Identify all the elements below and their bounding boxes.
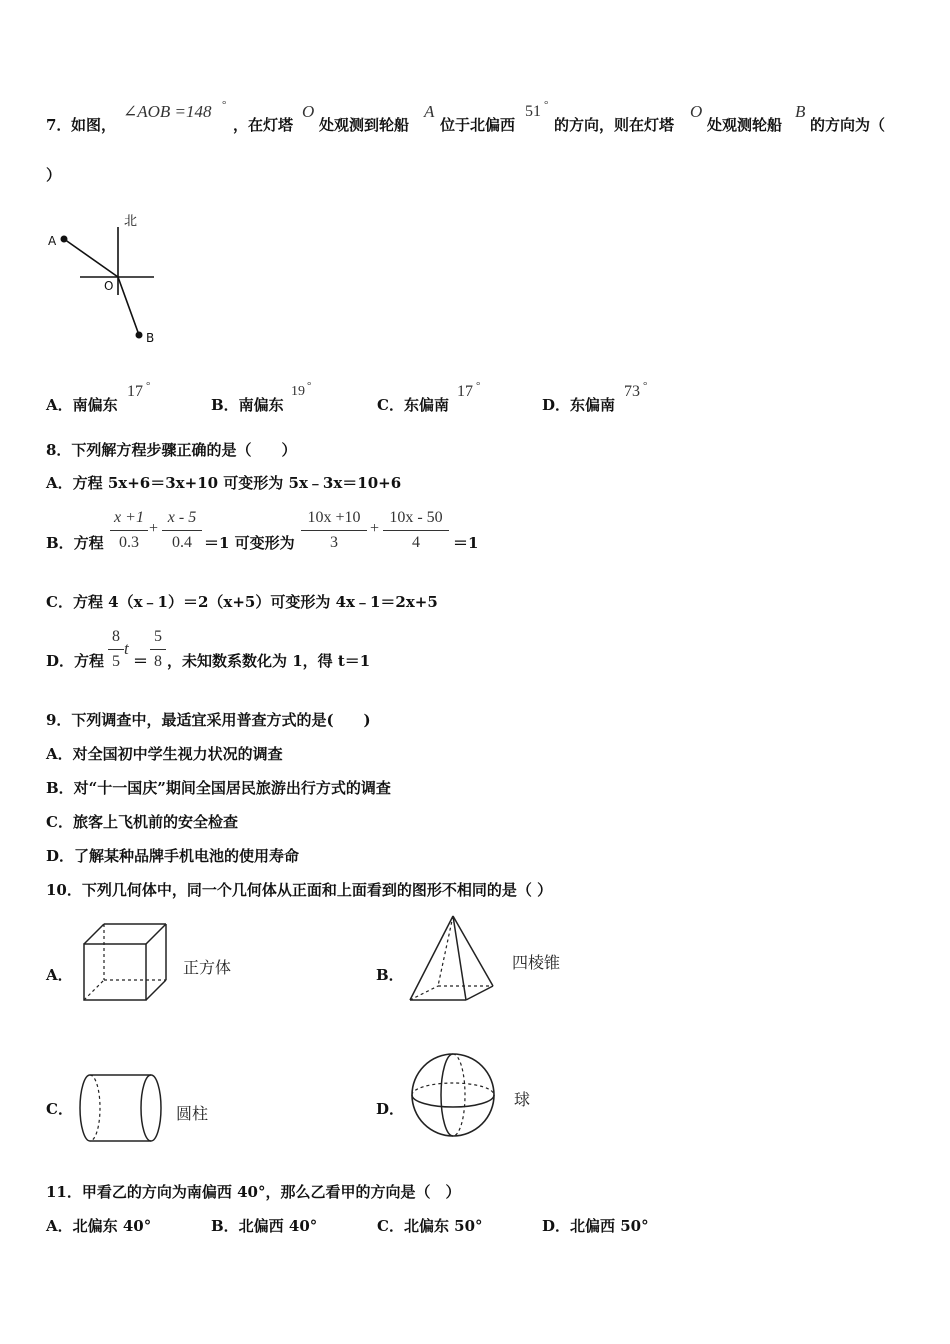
q7-point-b: B bbox=[795, 102, 806, 121]
fraction-denominator: 0.4 bbox=[172, 534, 192, 551]
q7-text-6: 的方向为（ bbox=[810, 116, 886, 134]
q10-stem: 10．下列几何体中，同一个几何体从正面和上面看到的图形不相同的是（ ） bbox=[46, 881, 553, 899]
q9-stem: 9．下列调查中，最适宜采用普查方式的是( ) bbox=[46, 711, 371, 729]
q11-option-b[interactable]: B．北偏西 40° bbox=[211, 1217, 318, 1235]
q7-text-1: ，在灯塔 bbox=[233, 116, 294, 134]
option-label: A． bbox=[46, 966, 73, 984]
q9-option-a[interactable]: A．对全国初中学生视力状况的调查 bbox=[46, 745, 283, 763]
option-label: D．东偏南 bbox=[542, 396, 616, 414]
fraction-denominator: 5 bbox=[112, 653, 120, 670]
q11-option-a[interactable]: A．北偏东 40° bbox=[46, 1217, 152, 1235]
fraction-numerator: 8 bbox=[112, 628, 120, 645]
shape-name: 圆柱 bbox=[176, 1104, 209, 1123]
q7-close-paren: ） bbox=[46, 166, 62, 184]
option-angle: 17 bbox=[457, 383, 473, 400]
plus-sign-2: + bbox=[370, 520, 380, 537]
q7-text-4: 的方向，则在灯塔 bbox=[554, 116, 675, 134]
q7-point-o: O bbox=[302, 102, 315, 121]
option-lead: D．方程 bbox=[46, 652, 105, 670]
degree-sign: ° bbox=[307, 380, 312, 392]
q11-option-c[interactable]: C．北偏东 50° bbox=[377, 1217, 483, 1235]
pyramid-figure bbox=[408, 912, 498, 1004]
point-a-dot bbox=[61, 236, 68, 243]
option-middle: ＝1 可变形为 bbox=[204, 534, 295, 552]
option-label: D． bbox=[376, 1100, 405, 1118]
option-angle: 73 bbox=[624, 383, 640, 400]
option-tail: ＝1 bbox=[453, 534, 479, 552]
q8-stem: 8．下列解方程步骤正确的是（ ） bbox=[46, 441, 297, 459]
fraction-numerator: 10x +10 bbox=[307, 509, 361, 526]
fraction-numerator: 10x - 50 bbox=[389, 509, 443, 526]
q9-option-d[interactable]: D．了解某种品牌手机电池的使用寿命 bbox=[46, 847, 300, 865]
plus-sign: + bbox=[149, 520, 159, 537]
q7-text-2: 处观测到轮船 bbox=[319, 116, 410, 134]
fraction-numerator: x +1 bbox=[114, 509, 144, 526]
fraction-bar bbox=[108, 649, 124, 650]
fraction-denominator: 0.3 bbox=[119, 534, 139, 551]
q9-option-b[interactable]: B．对“十一国庆”期间全国居民旅游出行方式的调查 bbox=[46, 779, 391, 797]
q7-degree-sign-2: ° bbox=[544, 99, 549, 111]
option-label: B．南偏东 bbox=[211, 396, 284, 414]
north-label: 北 bbox=[124, 214, 138, 229]
degree-sign: ° bbox=[146, 380, 151, 392]
q11-option-d[interactable]: D．北偏西 50° bbox=[542, 1217, 649, 1235]
q7-figure bbox=[40, 205, 170, 355]
q7-point-a: A bbox=[424, 102, 435, 121]
cube-figure bbox=[82, 922, 172, 1002]
option-angle: 19 bbox=[291, 384, 305, 399]
q7-angle-51: 51 bbox=[525, 103, 541, 120]
q9-option-c[interactable]: C．旅客上飞机前的安全检查 bbox=[46, 813, 238, 831]
q7-text-5: 处观测轮船 bbox=[707, 116, 783, 134]
degree-sign: ° bbox=[643, 380, 648, 392]
degree-sign: ° bbox=[476, 380, 481, 392]
fraction-5-8 bbox=[150, 628, 166, 671]
sphere-figure bbox=[410, 1052, 498, 1140]
figure-label-b: B bbox=[146, 331, 155, 345]
q7-degree-sign: ° bbox=[222, 99, 227, 111]
fraction-numerator: 5 bbox=[154, 628, 162, 645]
fraction-denominator: 4 bbox=[412, 534, 420, 551]
shape-name: 球 bbox=[514, 1090, 531, 1109]
q8-option-a[interactable]: A．方程 5x+6＝3x+10 可变形为 5x﹣3x＝10+6 bbox=[46, 474, 402, 492]
q11-stem: 11．甲看乙的方向为南偏西 40°，那么乙看甲的方向是（ ） bbox=[46, 1183, 461, 1201]
fraction-8-5 bbox=[108, 628, 124, 671]
fraction-bar bbox=[301, 530, 367, 531]
option-label: C． bbox=[46, 1100, 73, 1118]
equals-sign: ＝ bbox=[133, 652, 149, 670]
fraction-bar bbox=[383, 530, 449, 531]
point-b-dot bbox=[136, 332, 143, 339]
q7-lead: 如图， bbox=[71, 116, 117, 134]
fraction-1 bbox=[110, 509, 148, 552]
ray-ob bbox=[118, 277, 139, 335]
option-label: C．东偏南 bbox=[377, 396, 449, 414]
fraction-3 bbox=[301, 509, 367, 552]
fraction-bar bbox=[110, 530, 148, 531]
shape-name: 四棱锥 bbox=[512, 953, 561, 972]
fraction-bar bbox=[150, 649, 166, 650]
q8-option-c[interactable]: C．方程 4（x﹣1）＝2（x+5）可变形为 4x﹣1＝2x+5 bbox=[46, 593, 438, 611]
ray-oa bbox=[64, 239, 118, 277]
fraction-bar bbox=[162, 530, 202, 531]
option-angle: 17 bbox=[127, 383, 143, 400]
option-label: A．南偏东 bbox=[46, 396, 118, 414]
variable-t: t bbox=[124, 639, 129, 658]
fraction-numerator: x - 5 bbox=[167, 509, 197, 526]
fraction-denominator: 8 bbox=[154, 653, 162, 670]
q7-point-o-2: O bbox=[690, 102, 703, 121]
cylinder-figure bbox=[78, 1072, 168, 1144]
q7-text-3: 位于北偏西 bbox=[440, 116, 516, 134]
figure-label-a: A bbox=[48, 234, 57, 248]
q7-angle-expression: ∠AOB =148 bbox=[123, 102, 212, 121]
shape-name: 正方体 bbox=[183, 958, 232, 977]
option-lead: B．方程 bbox=[46, 534, 104, 552]
fraction-4 bbox=[383, 509, 449, 552]
option-label: B． bbox=[376, 966, 404, 984]
figure-label-o: O bbox=[104, 279, 114, 293]
fraction-2 bbox=[162, 509, 202, 552]
q7-number: 7． bbox=[46, 116, 72, 134]
option-tail: ，未知数系数化为 1，得 t＝1 bbox=[167, 652, 371, 670]
fraction-denominator: 3 bbox=[330, 534, 338, 551]
